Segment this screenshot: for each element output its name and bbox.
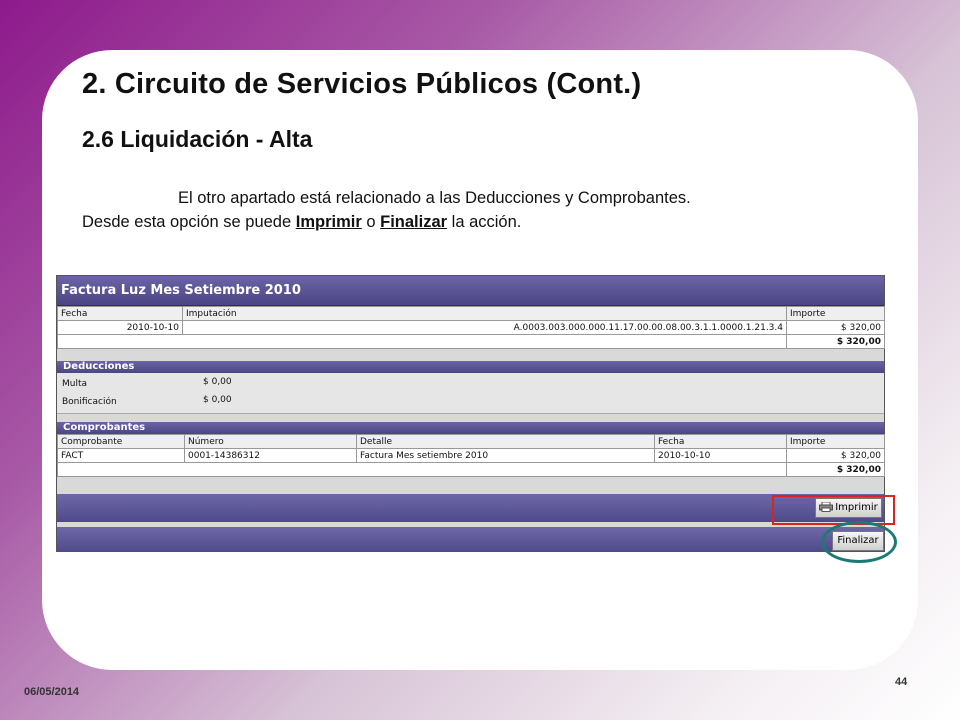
spacer (57, 349, 884, 359)
multa-value: $ 0,00 (203, 377, 232, 387)
description-paragraph (82, 186, 872, 234)
imprimir-keyword: Imprimir (295, 213, 362, 231)
finalizar-label: Finalizar (837, 535, 879, 546)
table-row[interactable] (58, 321, 885, 335)
table-cell: FACT (58, 449, 185, 463)
table-cell: Factura Mes setiembre 2010 (357, 449, 655, 463)
table-cell: 2010-10-10 (58, 321, 183, 335)
app-title-bar: Factura Luz Mes Setiembre 2010 (57, 276, 884, 306)
table-header-row (58, 435, 885, 449)
table-cell: A.0003.003.000.000.11.17.00.00.08.00.3.1.1.0000.1.21.3.4 (183, 321, 787, 335)
deducciones-panel (57, 373, 884, 414)
imprimir-highlight-box (772, 495, 895, 525)
finalizar-toolbar (57, 527, 884, 552)
column-header: Importe (787, 307, 885, 321)
table-cell: $ 320,00 (787, 321, 885, 335)
liquidacion-screenshot (56, 275, 885, 552)
finalizar-keyword: Finalizar (380, 213, 448, 231)
column-header: Importe (787, 435, 885, 449)
table-cell: $ 320,00 (787, 449, 885, 463)
column-header: Número (185, 435, 357, 449)
table-header-row (58, 307, 885, 321)
comprobantes-table (57, 434, 885, 477)
table-cell: 2010-10-10 (655, 449, 787, 463)
finalizar-highlight-circle (821, 521, 897, 563)
paragraph-text-c: la acción. (447, 213, 522, 231)
paragraph-line-1: El otro apartado está relacionado a las Deducciones y Comprobantes. (178, 189, 691, 207)
column-header: Comprobante (58, 435, 185, 449)
imputacion-table (57, 306, 885, 349)
footer-date: 06/05/2014 (24, 686, 80, 698)
multa-label: Multa (62, 379, 88, 389)
bonificacion-value: $ 0,00 (203, 395, 232, 405)
deducciones-header: Deducciones (57, 361, 884, 373)
imprimir-toolbar (57, 494, 884, 522)
slide-subtitle: 2.6 Liquidación - Alta (82, 126, 313, 152)
column-header: Imputación (183, 307, 787, 321)
column-header: Fecha (58, 307, 183, 321)
paragraph-text-b: o (361, 213, 381, 231)
column-header: Fecha (655, 435, 787, 449)
total-value: $ 320,00 (787, 463, 885, 477)
bonificacion-label: Bonificación (62, 397, 117, 407)
comprobantes-header: Comprobantes (57, 422, 884, 434)
table-row[interactable] (58, 449, 885, 463)
table-cell: 0001-14386312 (185, 449, 357, 463)
column-header: Detalle (357, 435, 655, 449)
imprimir-label: Imprimir (835, 502, 878, 513)
total-row (58, 335, 885, 349)
paragraph-text-a: Desde esta opción se puede (82, 213, 296, 231)
spacer (57, 414, 884, 420)
page-number: 44 (895, 676, 908, 688)
total-value: $ 320,00 (787, 335, 885, 349)
total-row (58, 463, 885, 477)
slide-title: 2. Circuito de Servicios Públicos (Cont.) (82, 68, 642, 100)
